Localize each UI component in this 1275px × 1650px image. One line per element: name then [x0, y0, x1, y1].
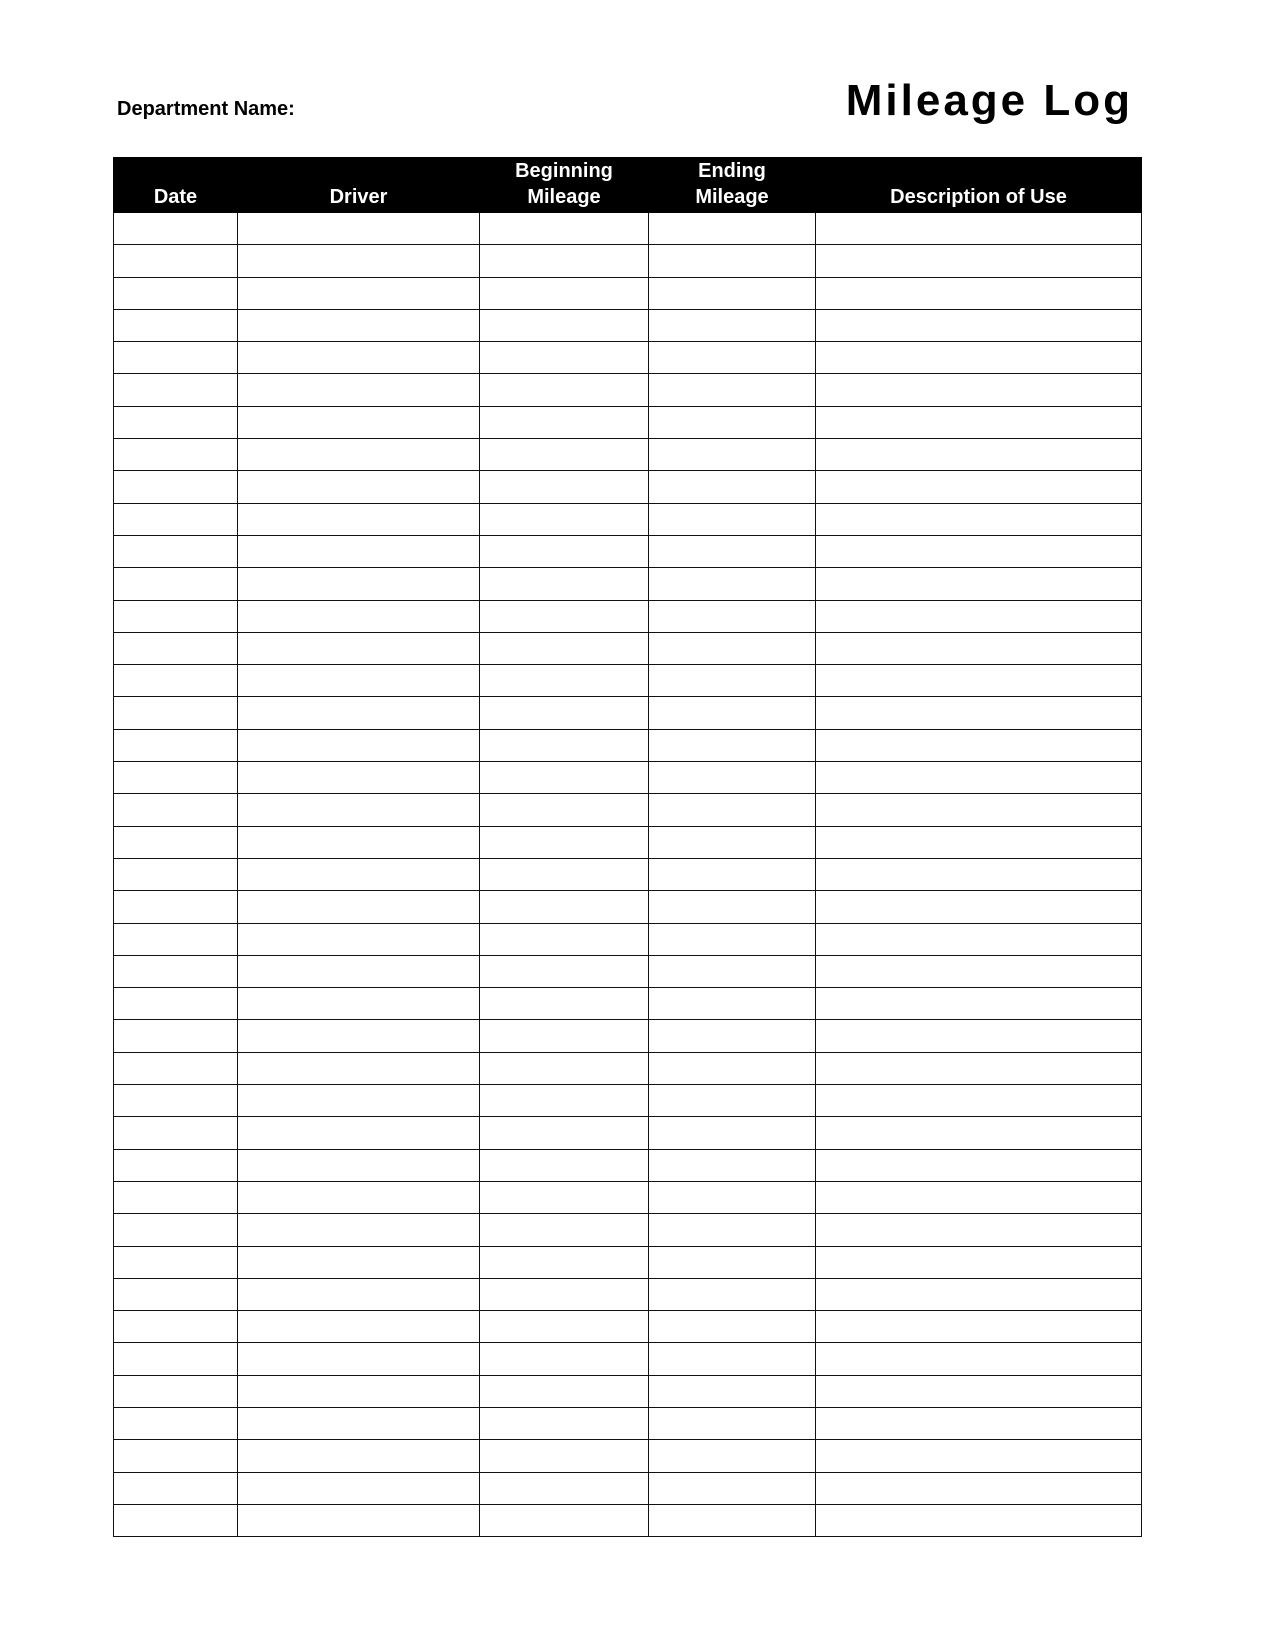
cell-date[interactable]: [114, 309, 238, 341]
table-row: [114, 923, 1142, 955]
cell-driver[interactable]: [238, 309, 480, 341]
cell-beginning-mileage[interactable]: [480, 1472, 649, 1504]
cell-beginning-mileage[interactable]: [480, 1052, 649, 1084]
table-row: [114, 1375, 1142, 1407]
cell-ending-mileage[interactable]: [649, 600, 816, 632]
cell-date[interactable]: [114, 1181, 238, 1213]
column-header-description: Description of Use: [816, 158, 1142, 213]
table-row: [114, 213, 1142, 245]
cell-ending-mileage[interactable]: [649, 1311, 816, 1343]
cell-description[interactable]: [816, 1504, 1142, 1536]
cell-driver[interactable]: [238, 891, 480, 923]
cell-ending-mileage[interactable]: [649, 923, 816, 955]
cell-description[interactable]: [816, 1085, 1142, 1117]
cell-driver[interactable]: [238, 955, 480, 987]
table-header: [114, 158, 1142, 213]
cell-beginning-mileage[interactable]: [480, 1117, 649, 1149]
cell-beginning-mileage[interactable]: [480, 342, 649, 374]
cell-ending-mileage[interactable]: [649, 471, 816, 503]
cell-driver[interactable]: [238, 568, 480, 600]
cell-description[interactable]: [816, 1407, 1142, 1439]
cell-beginning-mileage[interactable]: [480, 1504, 649, 1536]
cell-description[interactable]: [816, 632, 1142, 664]
cell-beginning-mileage[interactable]: [480, 891, 649, 923]
cell-date[interactable]: [114, 762, 238, 794]
table-row: [114, 988, 1142, 1020]
cell-date[interactable]: [114, 923, 238, 955]
table-row: [114, 535, 1142, 567]
cell-beginning-mileage[interactable]: [480, 1149, 649, 1181]
cell-date[interactable]: [114, 600, 238, 632]
cell-driver[interactable]: [238, 1311, 480, 1343]
cell-driver[interactable]: [238, 858, 480, 890]
cell-description[interactable]: [816, 1375, 1142, 1407]
cell-driver[interactable]: [238, 729, 480, 761]
table-row: [114, 1343, 1142, 1375]
cell-description[interactable]: [816, 1214, 1142, 1246]
cell-beginning-mileage[interactable]: [480, 988, 649, 1020]
cell-ending-mileage[interactable]: [649, 697, 816, 729]
cell-beginning-mileage[interactable]: [480, 794, 649, 826]
cell-ending-mileage[interactable]: [649, 309, 816, 341]
table-row: [114, 1407, 1142, 1439]
cell-date[interactable]: [114, 665, 238, 697]
cell-driver[interactable]: [238, 406, 480, 438]
cell-beginning-mileage[interactable]: [480, 245, 649, 277]
cell-driver[interactable]: [238, 923, 480, 955]
cell-driver[interactable]: [238, 1085, 480, 1117]
cell-ending-mileage[interactable]: [649, 632, 816, 664]
table-row: [114, 794, 1142, 826]
cell-ending-mileage[interactable]: [649, 891, 816, 923]
cell-ending-mileage[interactable]: [649, 503, 816, 535]
cell-beginning-mileage[interactable]: [480, 1407, 649, 1439]
cell-ending-mileage[interactable]: [649, 988, 816, 1020]
cell-driver[interactable]: [238, 535, 480, 567]
cell-date[interactable]: [114, 632, 238, 664]
cell-beginning-mileage[interactable]: [480, 858, 649, 890]
cell-description[interactable]: [816, 794, 1142, 826]
cell-beginning-mileage[interactable]: [480, 665, 649, 697]
cell-ending-mileage[interactable]: [649, 1440, 816, 1472]
cell-ending-mileage[interactable]: [649, 213, 816, 245]
cell-beginning-mileage[interactable]: [480, 1375, 649, 1407]
cell-date[interactable]: [114, 1311, 238, 1343]
table-row: [114, 439, 1142, 471]
cell-ending-mileage[interactable]: [649, 277, 816, 309]
mileage-log-table: [113, 157, 1142, 1537]
cell-date[interactable]: [114, 1085, 238, 1117]
cell-beginning-mileage[interactable]: [480, 729, 649, 761]
table-row: [114, 826, 1142, 858]
cell-beginning-mileage[interactable]: [480, 632, 649, 664]
cell-date[interactable]: [114, 245, 238, 277]
table-row: [114, 1085, 1142, 1117]
cell-driver[interactable]: [238, 1504, 480, 1536]
table-row: [114, 1117, 1142, 1149]
column-header-driver: Driver: [238, 158, 480, 213]
cell-driver[interactable]: [238, 794, 480, 826]
table-row: [114, 277, 1142, 309]
cell-beginning-mileage[interactable]: [480, 1343, 649, 1375]
table-row: [114, 1472, 1142, 1504]
cell-ending-mileage[interactable]: [649, 794, 816, 826]
cell-ending-mileage[interactable]: [649, 955, 816, 987]
cell-ending-mileage[interactable]: [649, 665, 816, 697]
cell-ending-mileage[interactable]: [649, 245, 816, 277]
cell-date[interactable]: [114, 1117, 238, 1149]
cell-driver[interactable]: [238, 1181, 480, 1213]
cell-driver[interactable]: [238, 600, 480, 632]
cell-beginning-mileage[interactable]: [480, 697, 649, 729]
cell-ending-mileage[interactable]: [649, 1020, 816, 1052]
cell-description[interactable]: [816, 568, 1142, 600]
cell-beginning-mileage[interactable]: [480, 471, 649, 503]
cell-date[interactable]: [114, 858, 238, 890]
cell-driver[interactable]: [238, 374, 480, 406]
cell-ending-mileage[interactable]: [649, 535, 816, 567]
cell-beginning-mileage[interactable]: [480, 762, 649, 794]
cell-ending-mileage[interactable]: [649, 1052, 816, 1084]
cell-ending-mileage[interactable]: [649, 1246, 816, 1278]
cell-ending-mileage[interactable]: [649, 1117, 816, 1149]
column-header-beginning-mileage: Beginning Mileage: [480, 158, 649, 213]
cell-beginning-mileage[interactable]: [480, 277, 649, 309]
cell-description[interactable]: [816, 600, 1142, 632]
cell-beginning-mileage[interactable]: [480, 1440, 649, 1472]
cell-description[interactable]: [816, 1052, 1142, 1084]
table-row: [114, 245, 1142, 277]
cell-description[interactable]: [816, 762, 1142, 794]
cell-description[interactable]: [816, 1440, 1142, 1472]
cell-date[interactable]: [114, 1440, 238, 1472]
table-row: [114, 503, 1142, 535]
cell-beginning-mileage[interactable]: [480, 1246, 649, 1278]
cell-date[interactable]: [114, 471, 238, 503]
cell-date[interactable]: [114, 213, 238, 245]
cell-date[interactable]: [114, 535, 238, 567]
table-row: [114, 1440, 1142, 1472]
cell-beginning-mileage[interactable]: [480, 439, 649, 471]
department-name-label: Department Name:: [117, 98, 295, 120]
cell-description[interactable]: [816, 277, 1142, 309]
table-row: [114, 1020, 1142, 1052]
cell-date[interactable]: [114, 374, 238, 406]
cell-driver[interactable]: [238, 665, 480, 697]
cell-description[interactable]: [816, 665, 1142, 697]
cell-beginning-mileage[interactable]: [480, 535, 649, 567]
cell-description[interactable]: [816, 374, 1142, 406]
cell-beginning-mileage[interactable]: [480, 568, 649, 600]
page-title: Mileage Log: [845, 76, 1133, 125]
cell-date[interactable]: [114, 1278, 238, 1310]
cell-date[interactable]: [114, 697, 238, 729]
cell-description[interactable]: [816, 245, 1142, 277]
column-header-ending-mileage: Ending Mileage: [649, 158, 816, 213]
cell-ending-mileage[interactable]: [649, 1375, 816, 1407]
cell-date[interactable]: [114, 439, 238, 471]
cell-date[interactable]: [114, 1052, 238, 1084]
table-row: [114, 1504, 1142, 1536]
cell-beginning-mileage[interactable]: [480, 1020, 649, 1052]
cell-ending-mileage[interactable]: [649, 568, 816, 600]
cell-driver[interactable]: [238, 1343, 480, 1375]
cell-description[interactable]: [816, 697, 1142, 729]
cell-date[interactable]: [114, 1504, 238, 1536]
table-row: [114, 342, 1142, 374]
cell-driver[interactable]: [238, 697, 480, 729]
cell-driver[interactable]: [238, 1117, 480, 1149]
cell-date[interactable]: [114, 1472, 238, 1504]
table-row: [114, 1246, 1142, 1278]
cell-driver[interactable]: [238, 1440, 480, 1472]
cell-ending-mileage[interactable]: [649, 1343, 816, 1375]
cell-description[interactable]: [816, 1343, 1142, 1375]
cell-description[interactable]: [816, 1020, 1142, 1052]
cell-date[interactable]: [114, 277, 238, 309]
table-row: [114, 406, 1142, 438]
cell-driver[interactable]: [238, 245, 480, 277]
cell-date[interactable]: [114, 1375, 238, 1407]
cell-driver[interactable]: [238, 1407, 480, 1439]
table-row: [114, 600, 1142, 632]
cell-description[interactable]: [816, 213, 1142, 245]
header-row: [114, 158, 1142, 213]
cell-driver[interactable]: [238, 1052, 480, 1084]
cell-driver[interactable]: [238, 1472, 480, 1504]
cell-description[interactable]: [816, 309, 1142, 341]
cell-driver[interactable]: [238, 1214, 480, 1246]
cell-driver[interactable]: [238, 1246, 480, 1278]
cell-ending-mileage[interactable]: [649, 406, 816, 438]
cell-driver[interactable]: [238, 1278, 480, 1310]
cell-driver[interactable]: [238, 503, 480, 535]
cell-driver[interactable]: [238, 439, 480, 471]
table-row: [114, 665, 1142, 697]
cell-beginning-mileage[interactable]: [480, 406, 649, 438]
cell-description[interactable]: [816, 406, 1142, 438]
cell-ending-mileage[interactable]: [649, 1504, 816, 1536]
cell-date[interactable]: [114, 1214, 238, 1246]
cell-ending-mileage[interactable]: [649, 858, 816, 890]
cell-description[interactable]: [816, 923, 1142, 955]
cell-date[interactable]: [114, 794, 238, 826]
cell-description[interactable]: [816, 858, 1142, 890]
cell-date[interactable]: [114, 1246, 238, 1278]
cell-ending-mileage[interactable]: [649, 1278, 816, 1310]
cell-driver[interactable]: [238, 988, 480, 1020]
column-header-date: Date: [114, 158, 238, 213]
table-row: [114, 309, 1142, 341]
cell-date[interactable]: [114, 568, 238, 600]
cell-driver[interactable]: [238, 826, 480, 858]
table-row: [114, 1278, 1142, 1310]
cell-ending-mileage[interactable]: [649, 762, 816, 794]
cell-driver[interactable]: [238, 213, 480, 245]
cell-description[interactable]: [816, 471, 1142, 503]
cell-description[interactable]: [816, 1117, 1142, 1149]
cell-driver[interactable]: [238, 277, 480, 309]
cell-date[interactable]: [114, 503, 238, 535]
cell-driver[interactable]: [238, 1149, 480, 1181]
cell-beginning-mileage[interactable]: [480, 923, 649, 955]
table-row: [114, 471, 1142, 503]
cell-date[interactable]: [114, 955, 238, 987]
cell-ending-mileage[interactable]: [649, 439, 816, 471]
cell-driver[interactable]: [238, 471, 480, 503]
cell-driver[interactable]: [238, 632, 480, 664]
cell-beginning-mileage[interactable]: [480, 955, 649, 987]
cell-description[interactable]: [816, 439, 1142, 471]
cell-beginning-mileage[interactable]: [480, 826, 649, 858]
cell-beginning-mileage[interactable]: [480, 600, 649, 632]
cell-beginning-mileage[interactable]: [480, 1311, 649, 1343]
cell-description[interactable]: [816, 1278, 1142, 1310]
cell-description[interactable]: [816, 1472, 1142, 1504]
cell-date[interactable]: [114, 1020, 238, 1052]
table-row: [114, 1052, 1142, 1084]
cell-driver[interactable]: [238, 762, 480, 794]
cell-description[interactable]: [816, 1246, 1142, 1278]
table-row: [114, 955, 1142, 987]
cell-description[interactable]: [816, 503, 1142, 535]
table-row: [114, 632, 1142, 664]
cell-date[interactable]: [114, 1407, 238, 1439]
table-row: [114, 729, 1142, 761]
cell-ending-mileage[interactable]: [649, 1407, 816, 1439]
cell-description[interactable]: [816, 988, 1142, 1020]
cell-description[interactable]: [816, 342, 1142, 374]
table-row: [114, 697, 1142, 729]
table-body: [114, 213, 1142, 1537]
cell-description[interactable]: [816, 826, 1142, 858]
table-row: [114, 568, 1142, 600]
cell-date[interactable]: [114, 406, 238, 438]
table-row: [114, 858, 1142, 890]
table-row: [114, 891, 1142, 923]
cell-description[interactable]: [816, 955, 1142, 987]
cell-ending-mileage[interactable]: [649, 729, 816, 761]
cell-ending-mileage[interactable]: [649, 1472, 816, 1504]
table-row: [114, 374, 1142, 406]
cell-driver[interactable]: [238, 342, 480, 374]
cell-ending-mileage[interactable]: [649, 1085, 816, 1117]
table-row: [114, 1311, 1142, 1343]
cell-beginning-mileage[interactable]: [480, 1278, 649, 1310]
cell-description[interactable]: [816, 729, 1142, 761]
cell-description[interactable]: [816, 1311, 1142, 1343]
cell-date[interactable]: [114, 342, 238, 374]
cell-description[interactable]: [816, 891, 1142, 923]
cell-date[interactable]: [114, 1343, 238, 1375]
cell-beginning-mileage[interactable]: [480, 1181, 649, 1213]
cell-ending-mileage[interactable]: [649, 1149, 816, 1181]
cell-ending-mileage[interactable]: [649, 342, 816, 374]
cell-date[interactable]: [114, 826, 238, 858]
cell-date[interactable]: [114, 891, 238, 923]
cell-driver[interactable]: [238, 1375, 480, 1407]
cell-description[interactable]: [816, 1149, 1142, 1181]
cell-beginning-mileage[interactable]: [480, 213, 649, 245]
table-row: [114, 1149, 1142, 1181]
cell-ending-mileage[interactable]: [649, 826, 816, 858]
cell-ending-mileage[interactable]: [649, 374, 816, 406]
cell-description[interactable]: [816, 535, 1142, 567]
cell-beginning-mileage[interactable]: [480, 374, 649, 406]
cell-date[interactable]: [114, 988, 238, 1020]
table-row: [114, 1181, 1142, 1213]
cell-beginning-mileage[interactable]: [480, 1214, 649, 1246]
cell-ending-mileage[interactable]: [649, 1181, 816, 1213]
cell-driver[interactable]: [238, 1020, 480, 1052]
cell-date[interactable]: [114, 729, 238, 761]
cell-beginning-mileage[interactable]: [480, 309, 649, 341]
cell-ending-mileage[interactable]: [649, 1214, 816, 1246]
table-row: [114, 762, 1142, 794]
table-row: [114, 1214, 1142, 1246]
cell-beginning-mileage[interactable]: [480, 1085, 649, 1117]
cell-description[interactable]: [816, 1181, 1142, 1213]
cell-beginning-mileage[interactable]: [480, 503, 649, 535]
cell-date[interactable]: [114, 1149, 238, 1181]
